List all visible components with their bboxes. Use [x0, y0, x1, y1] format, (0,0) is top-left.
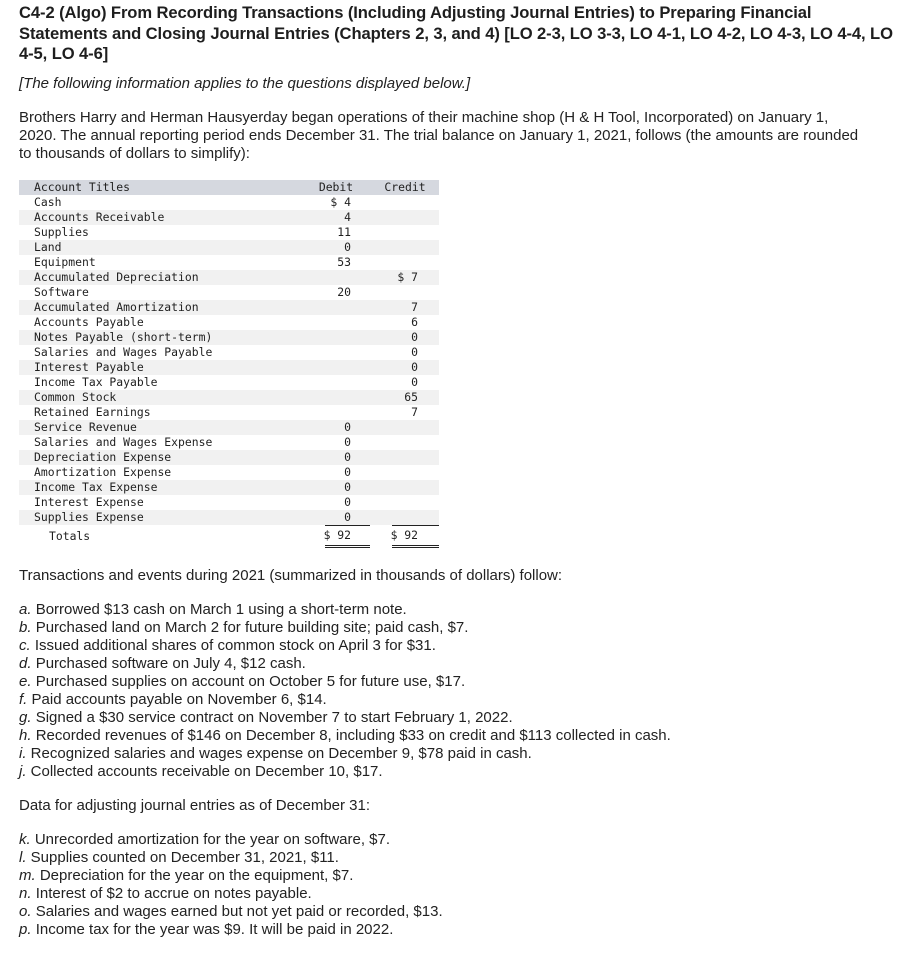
item-letter: i.	[19, 745, 27, 762]
account-title: Service Revenue	[34, 420, 137, 434]
item-text: Salaries and wages earned but not yet paid or recorded, $13.	[35, 903, 443, 920]
transaction-item	[19, 673, 671, 691]
debit-amount: 0	[344, 240, 351, 254]
adjustment-item	[19, 885, 443, 903]
trial-balance-totals	[19, 525, 439, 547]
trial-balance-row	[19, 300, 439, 315]
trial-balance-row	[19, 255, 439, 270]
header-account-titles: Account Titles	[34, 180, 131, 194]
item-text: Recognized salaries and wages expense on December 9, $78 paid in cash.	[30, 745, 532, 762]
item-text: Signed a $30 service contract on November 7 to start February 1, 2022.	[35, 709, 513, 726]
adjustment-item	[19, 867, 443, 885]
debit-amount: 0	[344, 450, 351, 464]
problem-title: C4-2 (Algo) From Recording Transactions (Including Adjusting Journal Entries) to Preparing Financial Statements and Closing Journal Entries (Chapters 2, 3, and 4) [LO 2-3, LO 3-3, LO 4-1, LO 4-2, LO 4-3, LO 4-4, LO 4-5, LO 4-6]	[19, 3, 893, 63]
item-letter: d.	[19, 655, 32, 672]
item-text: Income tax for the year was $9. It will be paid in 2022.	[35, 921, 394, 938]
account-title: Notes Payable (short-term)	[34, 330, 213, 344]
credit-amount: 0	[411, 360, 418, 374]
trial-balance-body	[19, 195, 439, 525]
totals-debit: $ 92	[323, 528, 351, 542]
credit-amount: 0	[411, 345, 418, 359]
account-title: Equipment	[34, 255, 96, 269]
item-text: Unrecorded amortization for the year on software, $7.	[34, 831, 391, 848]
adjustments-section	[19, 797, 443, 939]
adjustment-item	[19, 849, 443, 867]
adjustment-item	[19, 903, 443, 921]
item-text: Purchased land on March 2 for future building site; paid cash, $7.	[35, 619, 469, 636]
debit-amount: $ 4	[330, 195, 351, 209]
account-title: Accounts Payable	[34, 315, 144, 329]
debit-amount: 11	[337, 225, 351, 239]
account-title: Land	[34, 240, 62, 254]
trial-balance-header	[19, 180, 439, 195]
item-text: Recorded revenues of $146 on December 8, including $33 on credit and $113 collected in cash.	[35, 727, 671, 744]
trial-balance-table	[19, 180, 439, 547]
transaction-item	[19, 709, 671, 727]
item-text: Supplies counted on December 31, 2021, $11.	[30, 849, 339, 866]
account-title: Software	[34, 285, 89, 299]
account-title: Salaries and Wages Payable	[34, 345, 213, 359]
trial-balance-row	[19, 330, 439, 345]
item-letter: k.	[19, 831, 31, 848]
trial-balance-row	[19, 450, 439, 465]
account-title: Interest Payable	[34, 360, 144, 374]
trial-balance-row	[19, 315, 439, 330]
trial-balance-row	[19, 405, 439, 420]
trial-balance-row	[19, 375, 439, 390]
debit-amount: 0	[344, 420, 351, 434]
item-letter: m.	[19, 867, 36, 884]
item-text: Collected accounts receivable on December 10, $17.	[30, 763, 383, 780]
trial-balance-row	[19, 420, 439, 435]
info-note: [The following information applies to the questions displayed below.]	[19, 74, 471, 92]
trial-balance-row	[19, 195, 439, 210]
trial-balance-row	[19, 480, 439, 495]
item-letter: a.	[19, 601, 32, 618]
totals-double-rule-credit-2	[392, 547, 439, 548]
totals-label: Totals	[49, 529, 91, 543]
item-text: Borrowed $13 cash on March 1 using a short-term note.	[35, 601, 407, 618]
item-letter: e.	[19, 673, 32, 690]
transaction-item	[19, 691, 671, 709]
item-letter: o.	[19, 903, 32, 920]
transaction-item	[19, 637, 671, 655]
transaction-item	[19, 601, 671, 619]
transactions-list	[19, 601, 671, 781]
item-text: Purchased supplies on account on October 5 for future use, $17.	[35, 673, 466, 690]
debit-amount: 0	[344, 495, 351, 509]
transactions-heading: Transactions and events during 2021 (summarized in thousands of dollars) follow:	[19, 567, 563, 584]
credit-amount: 7	[411, 405, 418, 419]
debit-amount: 4	[344, 210, 351, 224]
debit-amount: 0	[344, 480, 351, 494]
trial-balance-row	[19, 360, 439, 375]
debit-amount: 20	[337, 285, 351, 299]
adjustments-list	[19, 831, 443, 939]
trial-balance-row	[19, 240, 439, 255]
item-text: Paid accounts payable on November 6, $14.	[31, 691, 327, 708]
account-title: Cash	[34, 195, 62, 209]
trial-balance-row	[19, 390, 439, 405]
credit-amount: 0	[411, 375, 418, 389]
totals-double-rule-debit-1	[325, 545, 370, 546]
item-letter: g.	[19, 709, 32, 726]
transaction-item	[19, 763, 671, 781]
account-title: Accumulated Depreciation	[34, 270, 199, 284]
page	[19, 0, 899, 938]
trial-balance-row	[19, 285, 439, 300]
item-text: Depreciation for the year on the equipment, $7.	[39, 867, 354, 884]
debit-amount: 0	[344, 435, 351, 449]
item-letter: h.	[19, 727, 32, 744]
trial-balance-row	[19, 510, 439, 525]
debit-amount: 0	[344, 510, 351, 524]
transaction-item	[19, 655, 671, 673]
account-title: Salaries and Wages Expense	[34, 435, 213, 449]
transactions-section	[19, 567, 671, 781]
trial-balance-row	[19, 345, 439, 360]
trial-balance-row	[19, 225, 439, 240]
account-title: Accumulated Amortization	[34, 300, 199, 314]
account-title: Income Tax Payable	[34, 375, 158, 389]
trial-balance-row	[19, 435, 439, 450]
credit-amount: $ 7	[397, 270, 418, 284]
debit-amount: 53	[337, 255, 351, 269]
credit-amount: 65	[404, 390, 418, 404]
adjustment-item	[19, 831, 443, 849]
item-text: Purchased software on July 4, $12 cash.	[35, 655, 306, 672]
account-title: Amortization Expense	[34, 465, 172, 479]
transaction-item	[19, 745, 671, 763]
totals-double-rule-debit-2	[325, 547, 370, 548]
item-text: Issued additional shares of common stock on April 3 for $31.	[34, 637, 436, 654]
account-title: Income Tax Expense	[34, 480, 158, 494]
item-letter: f.	[19, 691, 28, 708]
trial-balance-row	[19, 465, 439, 480]
item-letter: b.	[19, 619, 32, 636]
intro-paragraph: Brothers Harry and Herman Hausyerday began operations of their machine shop (H & H Tool, Incorporated) on January 1, 2020. The annual reporting period ends December 31. The trial balance on January 1, 2021, follows (the amounts are rounded to thousands of dollars to simplify):	[19, 108, 859, 162]
trial-balance-row	[19, 210, 439, 225]
item-letter: j.	[19, 763, 27, 780]
item-letter: p.	[19, 921, 32, 938]
account-title: Retained Earnings	[34, 405, 151, 419]
account-title: Interest Expense	[34, 495, 144, 509]
header-debit: Debit	[318, 180, 354, 194]
transaction-item	[19, 619, 671, 637]
account-title: Common Stock	[34, 390, 117, 404]
credit-amount: 6	[411, 315, 418, 329]
debit-amount: 0	[344, 465, 351, 479]
credit-amount: 7	[411, 300, 418, 314]
trial-balance-row	[19, 270, 439, 285]
adjustment-item	[19, 921, 443, 939]
item-letter: c.	[19, 637, 31, 654]
transaction-item	[19, 727, 671, 745]
account-title: Depreciation Expense	[34, 450, 172, 464]
credit-amount: 0	[411, 330, 418, 344]
item-letter: n.	[19, 885, 32, 902]
account-title: Accounts Receivable	[34, 210, 165, 224]
account-title: Supplies	[34, 225, 89, 239]
adjustments-heading: Data for adjusting journal entries as of December 31:	[19, 797, 371, 814]
account-title: Supplies Expense	[34, 510, 144, 524]
header-credit: Credit	[384, 180, 426, 194]
item-text: Interest of $2 to accrue on notes payable.	[35, 885, 312, 902]
trial-balance-row	[19, 495, 439, 510]
totals-double-rule-credit-1	[392, 545, 439, 546]
item-letter: l.	[19, 849, 27, 866]
totals-credit: $ 92	[390, 528, 418, 542]
